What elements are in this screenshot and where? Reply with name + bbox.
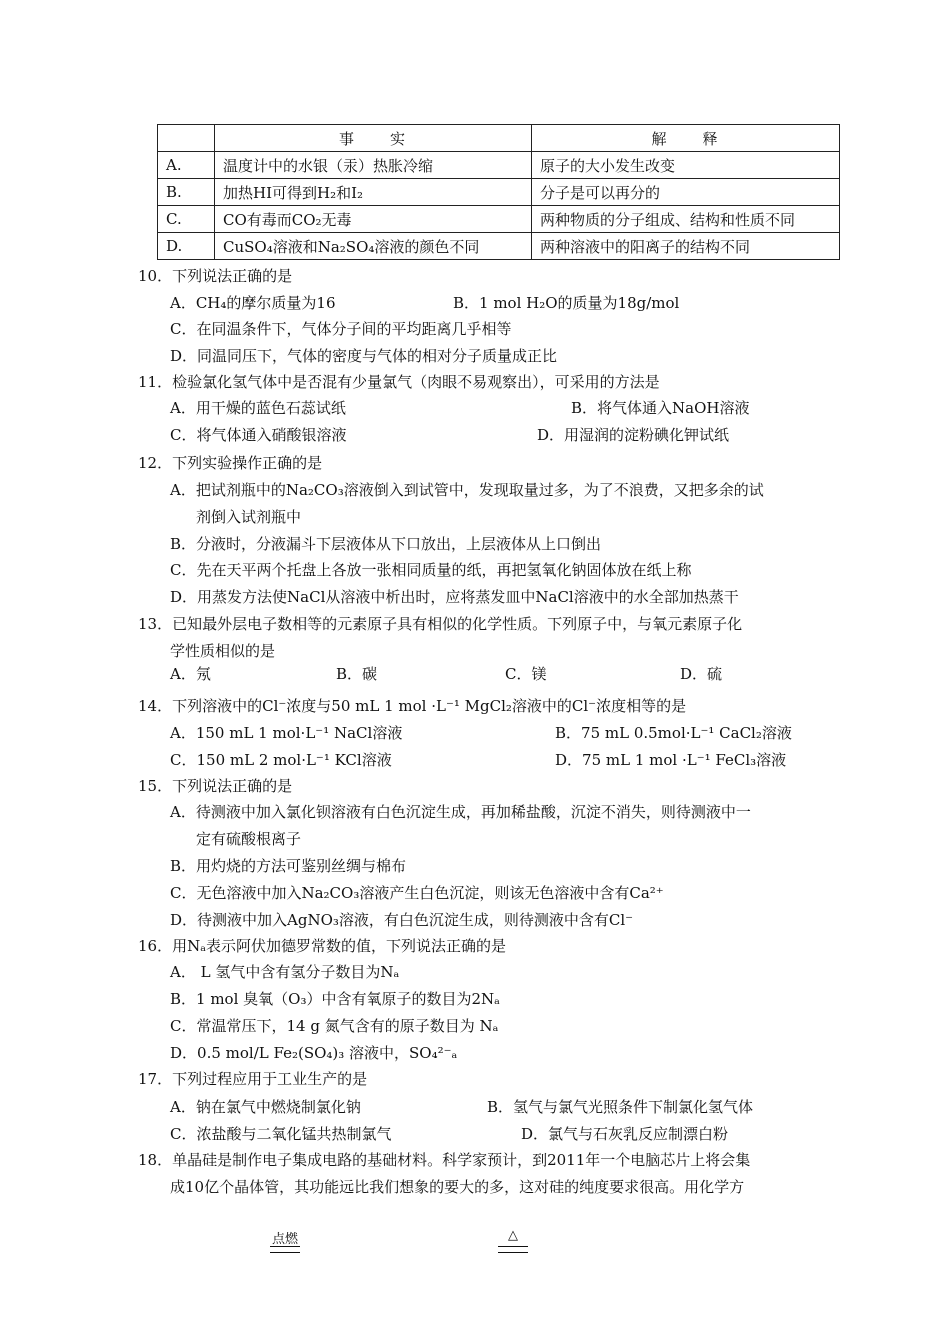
question-option: 定有硫酸根离子 [196, 830, 302, 848]
question-stem: 16．用Nₐ表示阿伏加德罗常数的值，下列说法正确的是 [138, 937, 507, 955]
question-option: A．CH₄的摩尔质量为16 [170, 294, 336, 312]
question-option: A．150 mL 1 mol·L⁻¹ NaCl溶液 [170, 724, 403, 742]
table-cell: 分子是可以再分的 [532, 179, 840, 206]
table-cell: A. [158, 152, 215, 179]
table-cell: 原子的大小发生改变 [532, 152, 840, 179]
question-option: 学性质相似的是 [170, 642, 276, 660]
question-option: D．待测液中加入AgNO₃溶液，有白色沉淀生成，则待测液中含有Cl⁻ [170, 911, 634, 929]
question-option: A．把试剂瓶中的Na₂CO₃溶液倒入到试管中，发现取量过多，为了不浪费，又把多余的试 [170, 481, 764, 499]
question-option: B．碳 [336, 665, 378, 683]
question-option: A． L 氢气中含有氢分子数目为Nₐ [170, 963, 400, 981]
table-header-cell: 事 实 [215, 125, 532, 152]
question-option: B．75 mL 0.5mol·L⁻¹ CaCl₂溶液 [555, 724, 792, 742]
question-option: D．用湿润的淀粉碘化钾试纸 [537, 426, 730, 444]
question-option: C．镁 [505, 665, 547, 683]
question-option: B．将气体通入NaOH溶液 [571, 399, 750, 417]
table-header-cell: 解 释 [532, 125, 840, 152]
question-option: C．在同温条件下，气体分子间的平均距离几乎相等 [170, 320, 512, 338]
question-option: D．氯气与石灰乳反应制漂白粉 [521, 1125, 729, 1143]
table-cell: 温度计中的水银（汞）热胀冷缩 [215, 152, 532, 179]
table-row [158, 206, 840, 233]
question-stem: 15．下列说法正确的是 [138, 777, 293, 795]
question-option: C．浓盐酸与二氧化锰共热制氯气 [170, 1125, 392, 1143]
question-option: C．先在天平两个托盘上各放一张相同质量的纸，再把氢氧化钠固体放在纸上称 [170, 561, 692, 579]
question-option: C．无色溶液中加入Na₂CO₃溶液产生白色沉淀，则该无色溶液中含有Ca²⁺ [170, 884, 664, 902]
ignite-condition-label: 点燃 [271, 1232, 298, 1247]
question-option: C．常温常压下，14 g 氮气含有的原子数目为 Nₐ [170, 1017, 499, 1035]
table-row [158, 179, 840, 206]
double-line-arrow-heat [498, 1246, 528, 1253]
question-stem: 13．已知最外层电子数相等的元素原子具有相似的化学性质。下列原子中，与氧元素原子化 [138, 615, 743, 633]
table-header-row [158, 125, 840, 152]
question-stem: 12．下列实验操作正确的是 [138, 454, 323, 472]
question-option: D．同温同压下，气体的密度与气体的相对分子质量成正比 [170, 347, 558, 365]
question-option: D．75 mL 1 mol ·L⁻¹ FeCl₃溶液 [555, 751, 787, 769]
question-option: A．氖 [170, 665, 211, 683]
facts-table [157, 124, 840, 260]
question-stem: 14．下列溶液中的Cl⁻浓度与50 mL 1 mol ·L⁻¹ MgCl₂溶液中的Cl⁻浓度相等的是 [138, 697, 687, 715]
question-option: B．氢气与氯气光照条件下制氯化氢气体 [487, 1098, 754, 1116]
heat-condition-label: △ [508, 1228, 518, 1243]
question-option: B．1 mol 臭氧（O₃）中含有氧原子的数目为2Nₐ [170, 990, 500, 1008]
table-cell: 两种物质的分子组成、结构和性质不同 [532, 206, 840, 233]
question-option: D．0.5 mol/L Fe₂(SO₄)₃ 溶液中，SO₄²⁻ₐ [170, 1044, 458, 1062]
table-cell: C. [158, 206, 215, 233]
question-option: A．用干燥的蓝色石蕊试纸 [170, 399, 346, 417]
table-cell: 两种溶液中的阳离子的结构不同 [532, 233, 840, 260]
question-stem: 11．检验氯化氢气体中是否混有少量氯气（肉眼不易观察出），可采用的方法是 [138, 373, 660, 391]
question-option: B．1 mol H₂O的质量为18g/mol [453, 294, 680, 312]
question-option: B．用灼烧的方法可鉴别丝绸与棉布 [170, 857, 407, 875]
question-stem: 18．单晶硅是制作电子集成电路的基础材料。科学家预计，到2011年一个电脑芯片上将会集 [138, 1151, 751, 1169]
question-option: B．分液时，分液漏斗下层液体从下口放出，上层液体从上口倒出 [170, 535, 602, 553]
question-option: 剂倒入试剂瓶中 [196, 508, 302, 526]
question-stem: 17．下列过程应用于工业生产的是 [138, 1070, 368, 1088]
question-option: A．待测液中加入氯化钡溶液有白色沉淀生成，再加稀盐酸，沉淀不消失，则待测液中一 [170, 803, 751, 821]
question-stem: 10．下列说法正确的是 [138, 267, 293, 285]
double-line-arrow-ignite [270, 1246, 300, 1253]
question-option: 成10亿个晶体管，其功能远比我们想象的要大的多，这对硅的纯度要求很高。用化学方 [170, 1178, 745, 1196]
question-option: A．钠在氯气中燃烧制氯化钠 [170, 1098, 361, 1116]
question-option: D．用蒸发方法使NaCl从溶液中析出时，应将蒸发皿中NaCl溶液中的水全部加热蒸干 [170, 588, 739, 606]
table-cell: B. [158, 179, 215, 206]
table-cell: CO有毒而CO₂无毒 [215, 206, 532, 233]
question-option: D．硫 [680, 665, 723, 683]
table-row [158, 233, 840, 260]
table-cell: 加热HI可得到H₂和I₂ [215, 179, 532, 206]
question-option: C．将气体通入硝酸银溶液 [170, 426, 347, 444]
table-header-cell [158, 125, 215, 152]
table-cell: CuSO₄溶液和Na₂SO₄溶液的颜色不同 [215, 233, 532, 260]
question-option: C．150 mL 2 mol·L⁻¹ KCl溶液 [170, 751, 392, 769]
table-row [158, 152, 840, 179]
table-cell: D. [158, 233, 215, 260]
